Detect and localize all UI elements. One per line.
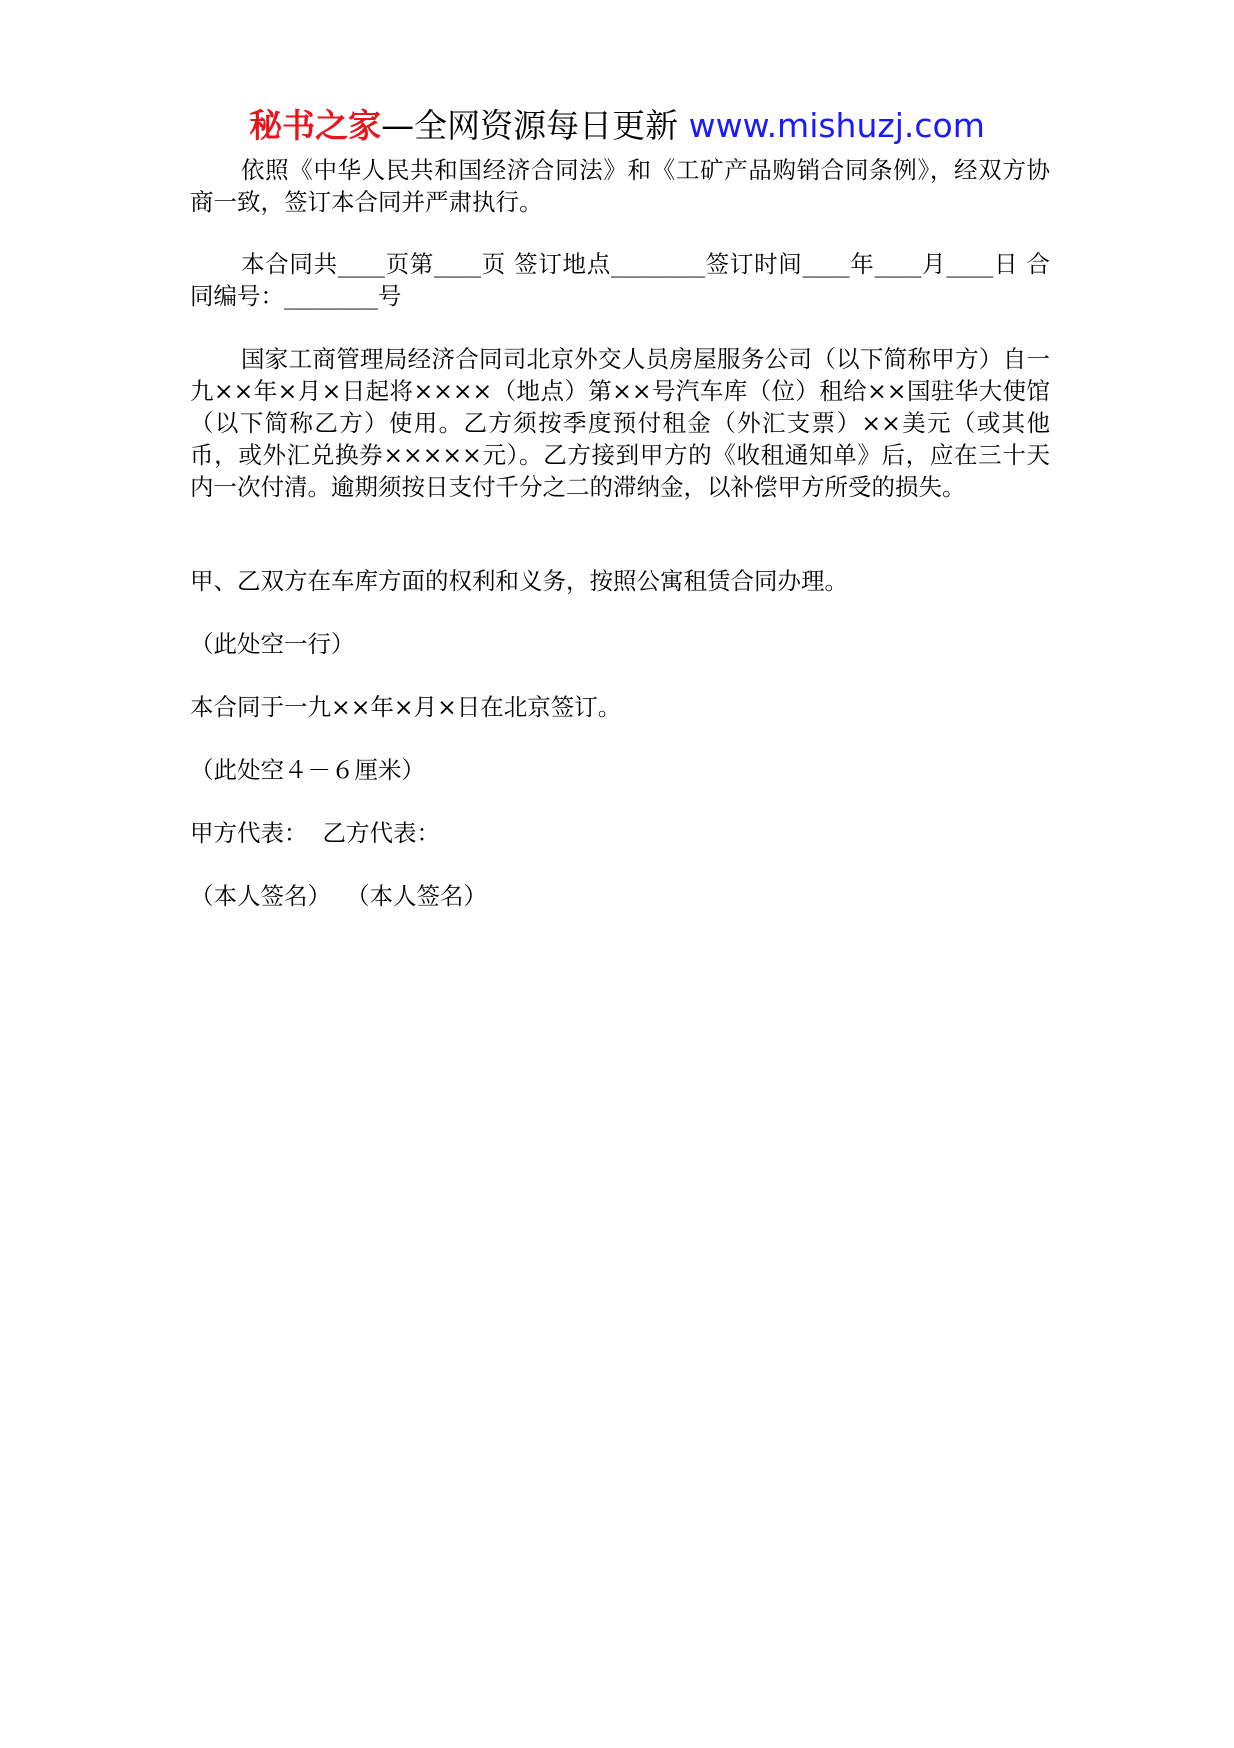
representatives-line: 甲方代表： 乙方代表： xyxy=(190,819,440,847)
header-tagline: —全网资源每日更新 xyxy=(381,106,679,145)
blank-line-note: （此处空一行） xyxy=(190,630,355,658)
contract-meta-line: 本合同共____页第____页 签订地点________签订时间____年____月____日 合同编号：________号 xyxy=(190,250,1050,310)
signatures-line: （本人签名） （本人签名） xyxy=(190,882,487,910)
rights-clause-paragraph: 甲、乙双方在车库方面的权利和义务，按照公寓租赁合同办理。 xyxy=(190,567,848,595)
brand-name: 秘书之家 xyxy=(249,106,382,145)
intro-paragraph: 依照《中华人民共和国经济合同法》和《工矿产品购销合同条例》，经双方协商一致，签订本合同并严肃执行。 xyxy=(190,156,1050,216)
site-url-link[interactable]: www.mishuzj.com xyxy=(688,106,985,145)
blank-space-note: （此处空４－６厘米） xyxy=(190,756,425,784)
signing-clause-paragraph: 本合同于一九××年×月×日在北京签订。 xyxy=(190,693,622,721)
site-header xyxy=(0,104,1234,148)
main-clause-paragraph: 国家工商管理局经济合同司北京外交人员房屋服务公司（以下简称甲方）自一九××年×月×日起将××××（地点）第××号汽车库（位）租给××国驻华大使馆（以下简称乙方）使用。乙方须按季度预付租金（外汇支票）××美元（或其他币，或外汇兑换券×××××元）。乙方接到甲方的《收租通知单》后，应在三十天内一次付清。逾期须按日支付千分之二的滞纳金，以补偿甲方所受的损失。 xyxy=(190,345,1050,501)
